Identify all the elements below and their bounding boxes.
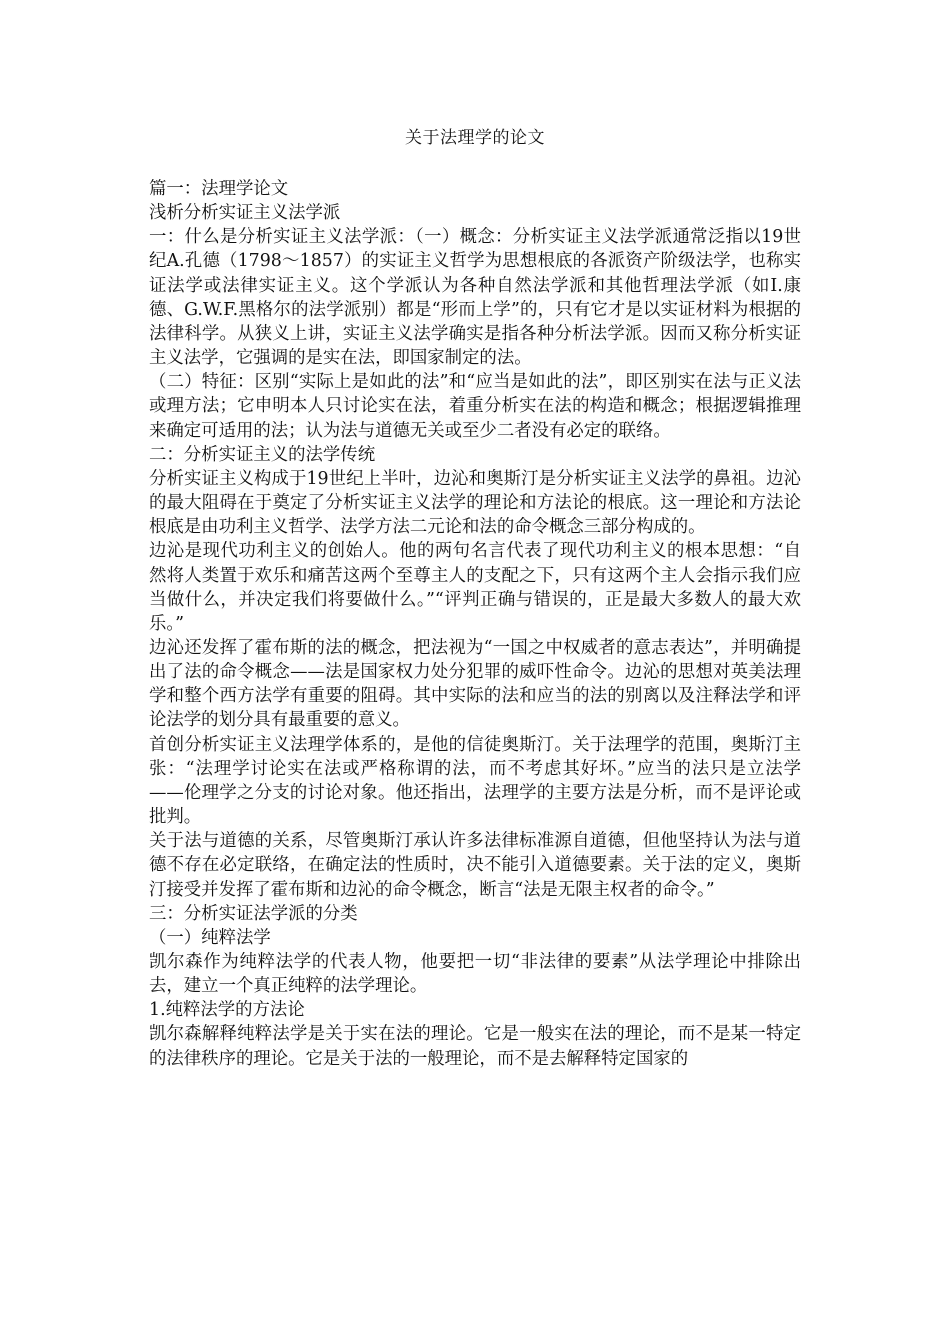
paragraph-kelsen-intro: 凯尔森作为纯粹法学的代表人物，他要把一切“非法律的要素”从法学理论中排除出去，建立一个真正纯粹的法学理论。 [149,952,801,997]
paragraph-kelsen-methodology: 凯尔森解释纯粹法学是关于实在法的理论。它是一般实在法的理论，而不是某一特定的法律秩序的理论。它是关于法的一般理论，而不是去解释特定国家的 [149,1024,801,1069]
paragraph-chapter-heading: 篇一：法理学论文 [149,179,289,199]
document-body [149,177,801,1071]
paragraph-concept: 一：什么是分析实证主义法学派：（一）概念：分析实证主义法学派通常泛指以19世纪A.孔德（1798～1857）的实证主义哲学为思想根底的各派资产阶级法学，也称实证法学或法律实证主义。这个学派认为各种自然法学派和其他哲理法学派（如I.康德、G.W.F.黑格尔的法学派别）都是“形而上学”的，只有它才是以实证材料为根据的法律科学。从狭义上讲，实证主义法学确实是指各种分析法学派。因而又称分析实证主义法学，它强调的是实在法，即国家制定的法。 [149,227,801,369]
paragraph-methodology-heading: 1.纯粹法学的方法论 [149,1000,305,1021]
paragraph-section-two-heading: 二：分析实证主义的法学传统 [149,444,376,465]
paragraph-bentham-command: 边沁还发挥了霍布斯的法的概念，把法视为“一国之中权威者的意志表达”，并明确提出了法的命令概念——法是国家权力处分犯罪的威吓性命令。边沁的思想对英美法理学和整个西方法学有重要的阻碍。其中实际的法和应当的法的别离以及注释法学和评论法学的划分具有最重要的意义。 [149,637,801,731]
paragraph-section-three-heading: 三：分析实证法学派的分类 [149,903,358,924]
paragraph-law-and-morality: 关于法与道德的关系，尽管奥斯汀承认许多法律标准源自道德，但他坚持认为法与道德不存在必定联络，在确定法的性质时，决不能引入道德要素。关于法的定义，奥斯汀接受并发挥了霍布斯和边沁的命令概念，断言“法是无限主权者的命令。” [149,831,801,900]
paragraph-austin-jurisprudence: 首创分析实证主义法理学体系的，是他的信徒奥斯汀。关于法理学的范围，奥斯汀主张：“法理学讨论实在法或严格称谓的法，而不考虑其好坏。”应当的法只是立法学——伦理学之分支的讨论对象。他还指出，法理学的主要方法是分析，而不是评论或批判。 [149,734,801,828]
paragraph-origin: 分析实证主义构成于19世纪上半叶，边沁和奥斯汀是分析实证主义法学的鼻祖。边沁的最大阻碍在于奠定了分析实证主义法学的理论和方法论的根底。这一理论和方法论根底是由功利主义哲学、法学方法二元论和法的命令概念三部分构成的。 [149,468,801,538]
paragraph-article-title: 浅析分析实证主义法学派 [149,203,341,224]
paragraph-pure-theory-heading: （一）纯粹法学 [149,927,271,948]
paragraph-bentham-utilitarianism: 边沁是现代功利主义的创始人。他的两句名言代表了现代功利主义的根本思想：“自然将人类置于欢乐和痛苦这两个至尊主人的支配之下，只有这两个主人会指示我们应当做什么，并决定我们将要做什么。”“评判正确与错误的，正是最大多数人的最大欢乐。” [149,541,801,634]
paragraph-features: （二）特征：区别“实际上是如此的法”和“应当是如此的法”，即区别实在法与正义法或理方法；它申明本人只讨论实在法，着重分析实在法的构造和概念；根据逻辑推理来确定可适用的法；认为法与道德无关或至少二者没有必定的联络。 [149,372,801,441]
document-title: 关于法理学的论文 [405,128,545,148]
